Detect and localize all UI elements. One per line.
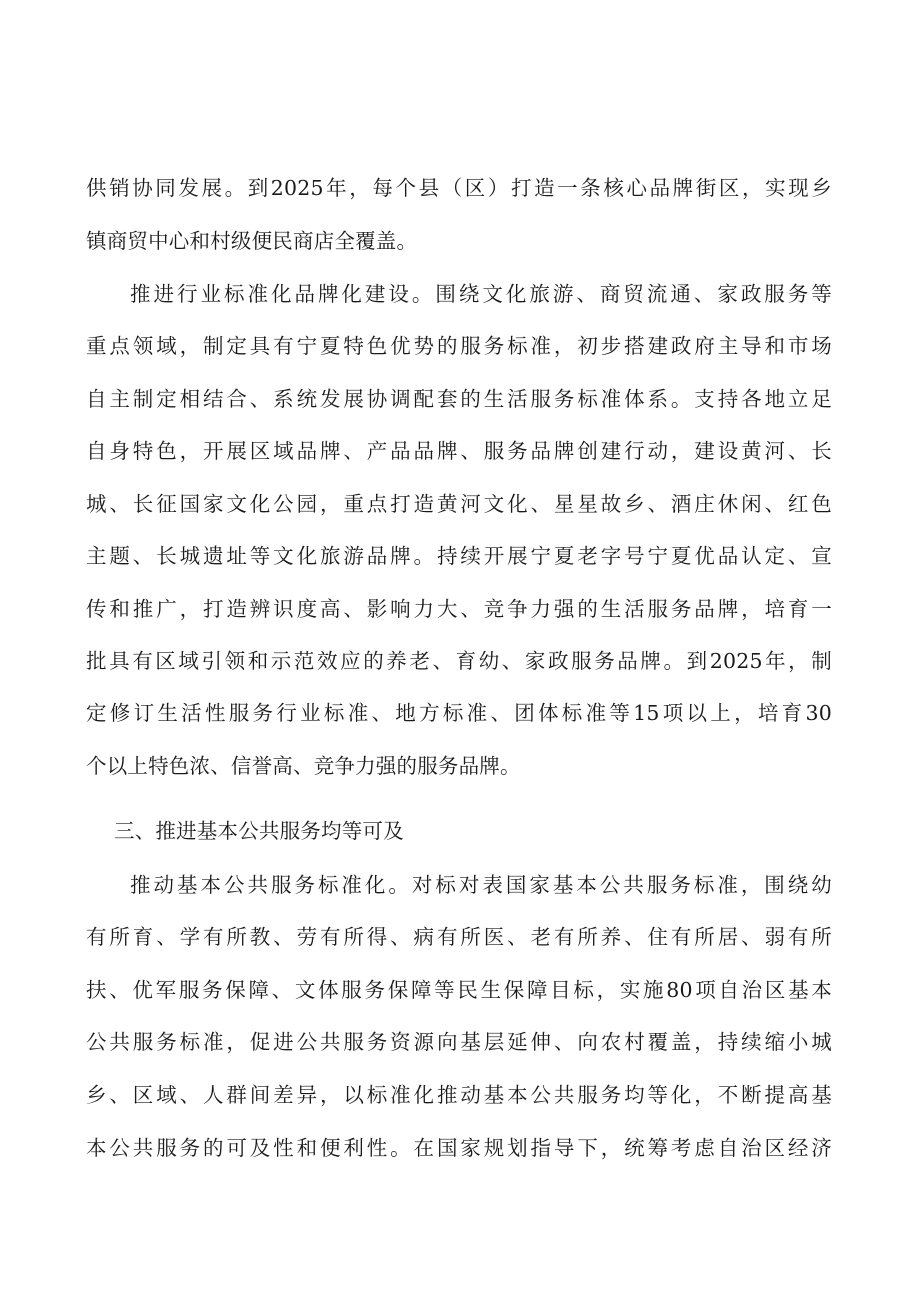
paragraph-line: 自主制定相结合、系统发展协调配套的生活服务标准体系。支持各地立足 [86, 387, 832, 411]
paragraph-line: 定修订生活性服务行业标准、地方标准、团体标准等15项以上，培育30 [86, 701, 832, 725]
paragraph-line: 批具有区域引领和示范效应的养老、育幼、家政服务品牌。到2025年，制 [86, 649, 832, 673]
paragraph-line: 推进行业标准化品牌化建设。围绕文化旅游、商贸流通、家政服务等 [130, 282, 832, 306]
paragraph-line: 推动基本公共服务标准化。对标对表国家基本公共服务标准，围绕幼 [130, 873, 832, 897]
paragraph-line: 重点领域，制定具有宁夏特色优势的服务标准，初步搭建政府主导和市场 [86, 334, 832, 358]
paragraph-line: 主题、长城遗址等文化旅游品牌。持续开展宁夏老字号宁夏优品认定、宣 [86, 544, 832, 568]
paragraph-line: 镇商贸中心和村级便民商店全覆盖。 [86, 229, 418, 253]
paragraph-line: 扶、优军服务保障、文体服务保障等民生保障目标，实施80项自治区基本 [86, 978, 832, 1002]
paragraph-line: 个以上特色浓、信誉高、竞争力强的服务品牌。 [86, 754, 521, 778]
paragraph-line: 有所育、学有所教、劳有所得、病有所医、老有所养、住有所居、弱有所 [86, 925, 832, 949]
paragraph-line: 自身特色，开展区域品牌、产品品牌、服务品牌创建行动，建设黄河、长 [86, 439, 832, 463]
section-heading: 三、推进基本公共服务均等可及 [114, 819, 404, 843]
paragraph-line: 公共服务标准，促进公共服务资源向基层延伸、向农村覆盖，持续缩小城 [86, 1030, 832, 1054]
paragraph-line: 本公共服务的可及性和便利性。在国家规划指导下，统筹考虑自治区经济 [86, 1136, 832, 1160]
paragraph-line: 供销协同发展。到2025年，每个县（区）打造一条核心品牌街区，实现乡 [86, 176, 832, 200]
paragraph-line: 传和推广，打造辨识度高、影响力大、竞争力强的生活服务品牌，培育一 [86, 597, 832, 621]
paragraph-line: 乡、区域、人群间差异，以标准化推动基本公共服务均等化，不断提高基 [86, 1083, 832, 1107]
paragraph-line: 城、长征国家文化公园，重点打造黄河文化、星星故乡、酒庄休闲、红色 [86, 492, 832, 516]
